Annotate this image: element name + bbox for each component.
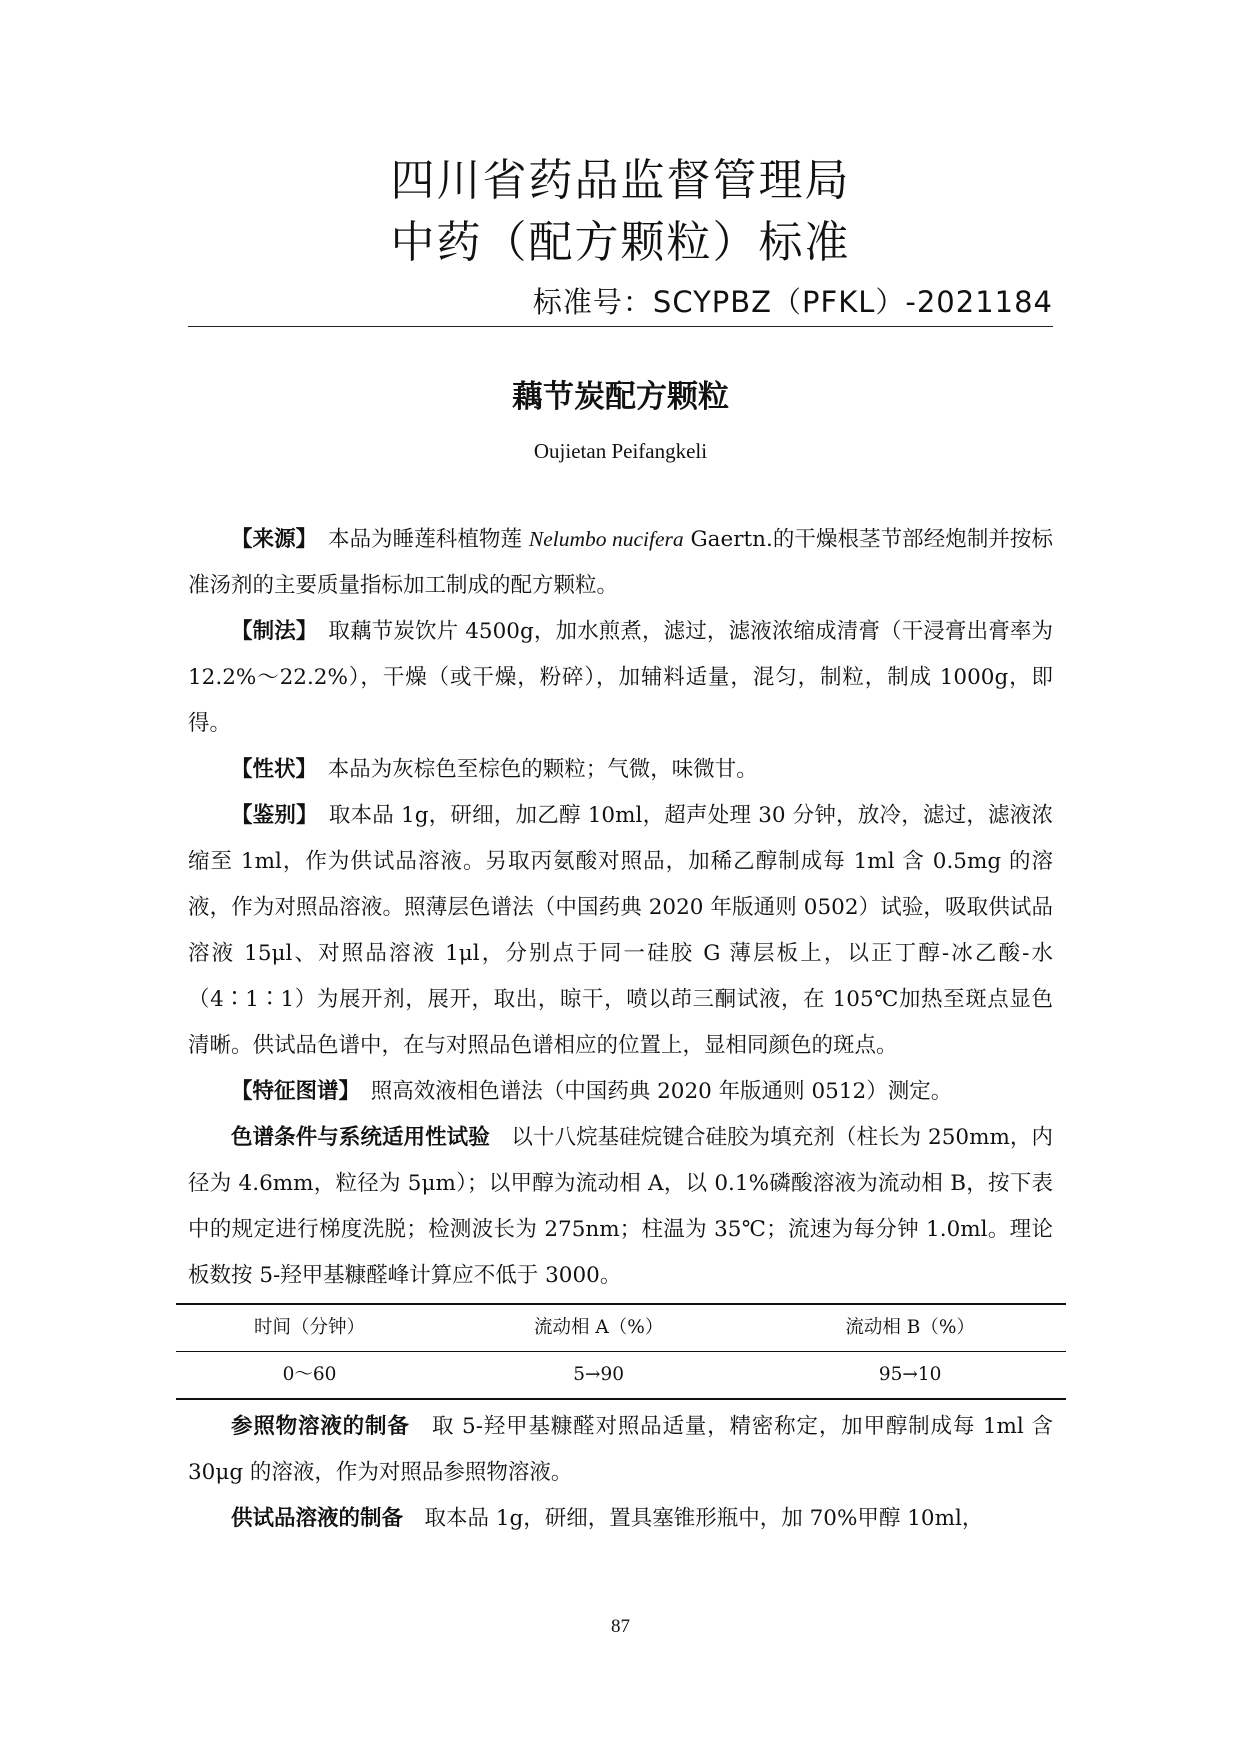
table-header-cell: 流动相 A（%） [534, 1317, 664, 1338]
table-cell: 5→90 [573, 1364, 625, 1385]
document-header [0, 150, 1241, 274]
section-label: 【鉴别】 [231, 803, 308, 828]
table-cell: 95→10 [878, 1364, 942, 1385]
section-source [188, 516, 1053, 609]
table-header-cell: 时间（分钟） [254, 1317, 366, 1338]
table-row [176, 1352, 1066, 1400]
section-text: 取本品 1g，研细，置具塞锥形瓶中，加 70%甲醇 10ml， [403, 1506, 984, 1531]
section-text: Gaertn.的干燥根茎节部经炮制并按标准汤剂的主要质量指标加工制成的配方颗粒。 [188, 527, 1053, 598]
product-title: 藕节炭配方颗粒 [512, 379, 729, 415]
standard-number: 标准号：SCYPBZ（PFKL）-2021184 [532, 285, 1053, 319]
standard-type-title: 中药（配方颗粒）标准 [390, 217, 851, 268]
section-label: 供试品溶液的制备 [231, 1506, 404, 1531]
latin-name: Nelumbo nucifera [528, 527, 684, 551]
table-cell: 0～60 [282, 1364, 337, 1385]
section-label: 【来源】 [231, 527, 307, 552]
page-number: 87 [611, 1616, 630, 1637]
section-text: 本品为灰棕色至棕色的颗粒；气微，味微甘。 [306, 757, 758, 782]
section-text: 照高效液相色谱法（中国药典 2020 年版通则 0512）测定。 [349, 1079, 953, 1104]
section-label: 参照物溶液的制备 [231, 1414, 410, 1439]
table-header-row [176, 1304, 1066, 1352]
document-body [188, 516, 1053, 1542]
section-label: 【特征图谱】 [231, 1079, 350, 1104]
section-label: 色谱条件与系统适用性试验 [231, 1125, 490, 1150]
header-divider [188, 326, 1053, 327]
section-text: 取藕节炭饮片 4500g，加水煎煮，滤过，滤液浓缩成清膏（干浸膏出膏率为 12.2%～22.2%），干燥（或干燥，粉碎），加辅料适量，混匀，制粒，制成 1000g，即得。 [188, 619, 1053, 736]
section-text: 取本品 1g，研细，加乙醇 10ml，超声处理 30 分钟，放冷，滤过，滤液浓缩至 1ml，作为供试品溶液。另取丙氨酸对照品，加稀乙醇制成每 1ml 含 0.5mg 的溶液，作为对照品溶液。照薄层色谱法（中国药典 2020 年版通则 0502）试验，吸取供试品溶液 15μl、对照品溶液 1μl，分别点于同一硅胶 G 薄层板上，以正丁醇-冰乙酸-水（4∶1∶1）为展开剂，展开，取出，晾干，喷以茚三酮试液，在 105℃加热至斑点显色清晰。供试品色谱中，在与对照品色谱相应的位置上，显相同颜色的斑点。 [188, 803, 1053, 1058]
section-text: 本品为睡莲科植物莲 [306, 527, 529, 552]
section-label: 【性状】 [231, 757, 307, 782]
section-character [188, 747, 1053, 793]
section-text: 取 5-羟甲基糠醛对照品适量，精密称定，加甲醇制成每 1ml 含 30μg 的溶液，作为对照品参照物溶液。 [188, 1414, 1053, 1485]
section-label: 【制法】 [231, 619, 307, 644]
table-header-cell: 流动相 B（%） [845, 1317, 975, 1338]
issuer-title: 四川省药品监督管理局 [390, 155, 851, 206]
product-pinyin-title: Oujietan Peifangkeli [533, 439, 708, 463]
section-chromatography [188, 1115, 1053, 1299]
section-reference-solution [188, 1404, 1053, 1496]
section-test-solution [188, 1496, 1053, 1542]
section-method [188, 609, 1053, 747]
section-fingerprint [188, 1069, 1053, 1115]
gradient-table [176, 1303, 1066, 1400]
section-identification [188, 793, 1053, 1069]
section-text: 以十八烷基硅烷键合硅胶为填充剂（柱长为 250mm，内径为 4.6mm，粒径为 5μm）；以甲醇为流动相 A，以 0.1%磷酸溶液为流动相 B，按下表中的规定进行梯度洗脱；检测波长为 275nm；柱温为 35℃；流速为每分钟 1.0ml。理论板数按 5-羟甲基糠醛峰计算应不低于 3000。 [188, 1125, 1053, 1288]
